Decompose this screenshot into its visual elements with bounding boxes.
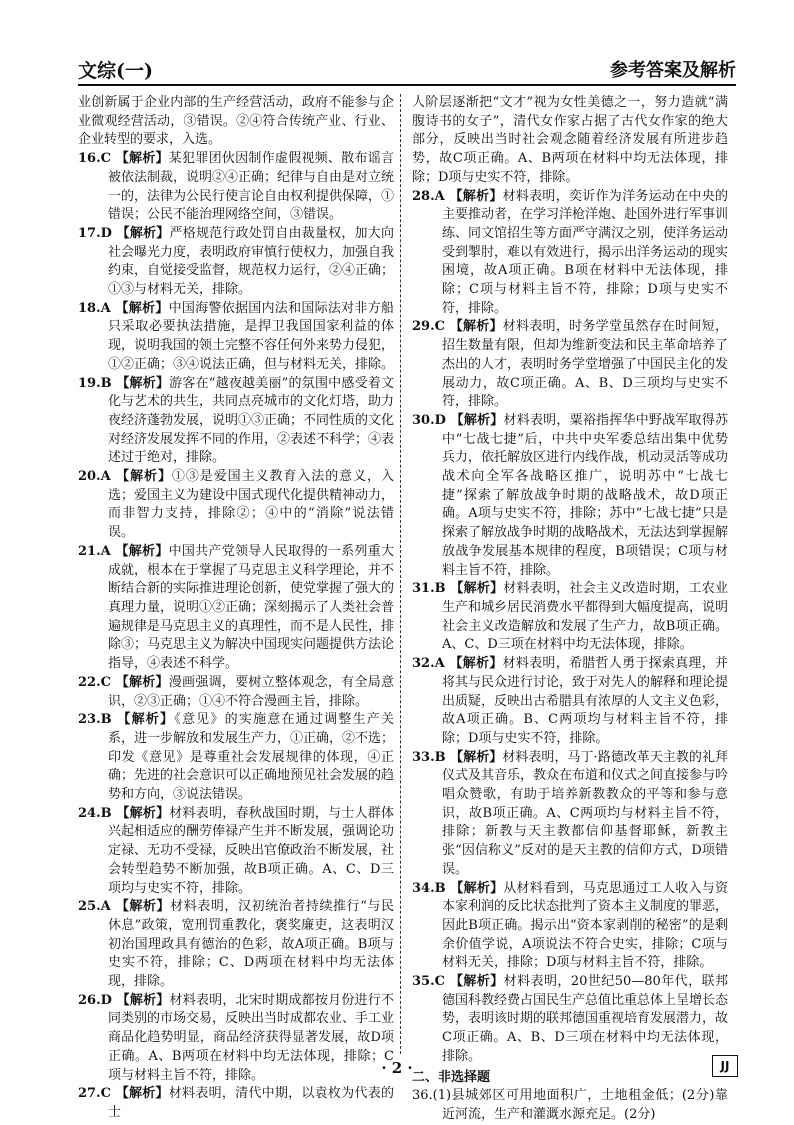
analysis-text: 某犯罪团伙因制作虚假视频、散布谣言被依法制裁，说明②④正确；纪律与自由是对立统一的，法律为公民行使言论自由权利提供保障，①错误；公民不能治理网络空间，③错误。 (108, 151, 395, 223)
analysis-label: 【解析】 (115, 151, 169, 167)
question-number: 18.A (78, 300, 116, 316)
section-title: 二、非选择题 (412, 1069, 491, 1085)
question-number: 34.B (412, 880, 451, 896)
question-number: 17.D (78, 225, 117, 241)
header-subject: 文综(一) (78, 60, 153, 82)
analysis-label: 【解析】 (116, 992, 170, 1008)
analysis-label: 【解析】 (115, 300, 169, 316)
question-number: 23.B (78, 712, 118, 728)
answer-entry (78, 898, 394, 992)
answer-entry (78, 150, 394, 225)
question-number: 19.B (78, 375, 117, 391)
analysis-text: 材料表明，清代中期，以袁枚为代表的士 (108, 1086, 394, 1120)
publisher-badge: JJ (712, 1055, 738, 1077)
analysis-text: 材料表明，春秋战国时期，与士人群体兴起相适应的酬劳俸禄产生并不断发展，强调论功定禄、无功不受禄，反映出官僚政治不断发展，社会转型趋势不断加强，故B项正确。A、C、D三项均与史实不符，排除。 (108, 805, 395, 896)
analysis-text: 材料表明，北宋时期成都按月份进行不同类别的市场交易，反映出当时成都农业、手工业商品化趋势明显，商品经济获得显著发展，故D项正确。A、B两项在材料中均无法体现，排除；C项与材料主旨不符，排除。 (108, 992, 395, 1083)
page-header (78, 50, 736, 86)
analysis-text: 漫画强调，要树立整体观念，有全局意识，②③正确；①④不符合漫画主旨，排除。 (108, 674, 394, 709)
analysis-label: 【解析】 (450, 749, 503, 765)
question-number: 32.A (412, 656, 450, 672)
question-number: 29.C (412, 319, 450, 335)
column-divider (400, 94, 401, 1054)
analysis-label: 【解析】 (449, 188, 503, 204)
analysis-label: 【解析】 (116, 805, 170, 821)
question-number: 20.A (78, 469, 117, 485)
answer-entry (412, 880, 728, 974)
answer-entry (78, 805, 394, 899)
analysis-label: 【解析】 (117, 712, 175, 728)
question-number: 16.C (78, 151, 116, 167)
analysis-label: 【解析】 (116, 225, 170, 241)
analysis-text: 《意见》的实施意在通过调整生产关系，进一步解放和发展生产力，①正确，②不选；印发《意见》是尊重社会发展规律的体现，④正确；先进的社会意识可以正确地预见社会发展的趋势和方向，③说法错误。 (108, 712, 395, 803)
header-title: 参考答案及解析 (610, 60, 736, 81)
analysis-label: 【解析】 (116, 469, 172, 485)
left-entries (78, 150, 394, 1123)
answer-entry (78, 225, 394, 300)
analysis-text: 中国共产党领导人民取得的一系列重大成就，根本在于掌握了马克思主义科学理论，并不断结合新的实际推进理论创新，使党掌握了强大的真理力量，说明①②正确；深刻揭示了人类社会普遍规律是马克思主义的真理性，而不是人民性，排除③；马克思主义为解决中国现实问题提供方法论指导，④表述不科学。 (108, 543, 395, 672)
answer-entry (78, 375, 394, 469)
analysis-text: ①③是爱国主义教育入法的意义，入选；爱国主义为建设中国式现代化提供精神动力，而非智力支持，排除②；④中的“消除”说法错误。 (108, 469, 395, 541)
answer-entry (412, 412, 728, 580)
answer-entry (78, 674, 394, 711)
analysis-text: 严格规范行政处罚自由裁量权，加大向社会曝光力度，表明政府审慎行使权力，加强自我约束，自觉接受监督，规范权力运行，②④正确；①③与材料无关，排除。 (108, 225, 395, 298)
analysis-label: 【解析】 (449, 974, 504, 990)
analysis-text: 材料表明，粟裕指挥华中野战军取得苏中“七战七捷”后，中共中央军委总结出集中优势兵力，依托解放区进行内线作战，机动灵活等成功战术向全军各战略区推广，说明苏中“七战七捷”探索了解放战争时期的战略战术，故D项正确。A项与史实不符，排除；苏中“七战七捷”只是探索了解放战争时期的战略战术，无法达到掌握解放战争发展基本规律的程度，B项错误；C项与材料主旨不符，排除。 (442, 412, 729, 578)
analysis-label: 【解析】 (450, 880, 504, 896)
analysis-text: 中国海警依据国内法和国际法对非方船只采取必要执法措施，是捍卫我国国家利益的体现，说明我国的领土完整不容任何外来势力侵犯，①②正确；③④说法正确，但与材料无关，排除。 (108, 300, 395, 372)
analysis-label: 【解析】 (115, 674, 169, 690)
analysis-label: 【解析】 (449, 319, 503, 335)
right-column (412, 94, 728, 1125)
answer-entry (78, 543, 394, 674)
analysis-text: 材料表明，20世纪50—80年代，联邦德国科教经费占国民生产总值比重总体上呈增长态势，表明该时期的联邦德国重视培育发展潜力，故C项正确。A、B、D三项在材料中均无法体现，排除。 (442, 974, 729, 1064)
question-number: 33.B (412, 749, 451, 765)
question-number: 28.A (412, 188, 450, 204)
answer-entry (78, 1085, 394, 1122)
answer-entry (412, 749, 728, 880)
analysis-label: 【解析】 (115, 1086, 169, 1102)
analysis-text: 材料表明，奕䜣作为洋务运动在中央的主要推动者，在学习洋枪洋炮、赴国外进行军事训练、同文馆招生等方面严守满汉之别，使洋务运动受到掣肘，难以有效进行，揭示出洋务运动的现实困境，故A项正确。B项在材料中无法体现，排除；C项与材料主旨不符，排除；D项与史实不符，排除。 (442, 188, 729, 316)
page-number: · 2 · (381, 1059, 413, 1077)
analysis-label: 【解析】 (115, 899, 171, 915)
answer-entry (412, 580, 728, 655)
analysis-text: 从材料看到，马克思通过工人收入与资本家利润的反比状态批判了资本主义制度的罪恶，因此B项正确。揭示出“资本家剥削的秘密”的是剩余价值学说，A项说法不符合史实，排除；C项与材料无关，排除；D项与材料主旨不符，排除。 (442, 880, 729, 971)
analysis-text: 材料表明，希腊哲人勇于探索真理，并将其与民众进行讨论，致于对先人的解释和理论提出质疑，反映出古希腊具有浓厚的人文主义色彩，故A项正确。B、C两项均与材料主旨不符，排除；D项与史实不符，排除。 (442, 656, 729, 746)
analysis-label: 【解析】 (450, 581, 504, 597)
analysis-label: 【解析】 (449, 656, 503, 672)
analysis-text: 材料表明，汉初统治者持续推行“与民休息”政策，宽刑罚重教化，褒奖廉吏，这表明汉初治国理政具有德治的色彩，故A项正确。B项与史实不符，排除；C、D两项在材料中均无法体现，排除。 (108, 899, 394, 990)
answer-entry (412, 318, 728, 412)
question-number: 31.B (412, 581, 451, 597)
analysis-label: 【解析】 (450, 412, 504, 428)
right-lead-text: 人阶层逐渐把“文才”视为女性美德之一，努力造就“满腹诗书的女子”，清代女作家占据了古代女作家的绝大部分，反映出当时社会观念随着经济发展有所进步趋势，故C项正确。A、B两项在材料中均无法体现，排除；D项与史实不符，排除。 (412, 95, 728, 185)
analysis-text: 材料表明，时务学堂虽然存在时间短，招生数量有限，但却为维新变法和民主革命培养了杰出的人才，表明时务学堂增强了中国民主化的发展动力，故C项正确。A、B、D三项均与史实不符，排除。 (442, 319, 729, 410)
answer-entry (78, 711, 394, 805)
question-number: 35.C (412, 974, 450, 990)
question-number: 24.B (78, 805, 117, 821)
answer-entry (78, 468, 394, 543)
question-36-answer: 36.(1)县城郊区可用地面积广，土地租金低；(2分)靠近河流，生产和灌溉水源充足。(2分) (412, 1088, 728, 1122)
right-entries (412, 188, 728, 1067)
analysis-text: 游客在“越夜越美丽”的氛围中感受着文化与艺术的共生，共同点亮城市的文化灯塔，助力夜经济蓬勃发展，说明①③正确；不同性质的文化对经济发展发挥不同的作用，②表述不科学；④表述过于绝对，排除。 (108, 375, 395, 466)
analysis-text: 材料表明，社会主义改造时期，工农业生产和城乡居民消费水平都得到大幅度提高，说明社会主义改造解放和发展了生产力，故B项正确。A、C、D三项在材料中均无法体现，排除。 (442, 581, 729, 653)
left-column (78, 94, 394, 1123)
question-number: 27.C (78, 1086, 116, 1102)
analysis-text: 材料表明，马丁·路德改革天主教的礼拜仪式及其音乐，教众在布道和仪式之间直接参与吟唱众赞歌，有助于培养新教教众的平等和参与意识，故B项正确。A、C两项均与材料主旨不符，排除；新教与天主教都信仰基督耶稣，新教主张“因信称义”反对的是天主教的信仰方式，D项错误。 (442, 749, 729, 877)
analysis-label: 【解析】 (115, 543, 169, 559)
analysis-label: 【解析】 (116, 375, 170, 391)
answer-entry (412, 655, 728, 749)
answer-entry (412, 188, 728, 319)
question-number: 26.D (78, 992, 117, 1008)
question-number: 30.D (412, 412, 451, 428)
question-number: 25.A (78, 899, 116, 915)
answer-entry (78, 300, 394, 375)
answer-entry (412, 973, 728, 1067)
question-number: 21.A (78, 543, 116, 559)
question-number: 22.C (78, 674, 116, 690)
left-lead-text: 业创新属于企业内部的生产经营活动，政府不能参与企业微观经营活动，③错误。②④符合传统产业、行业、企业转型的要求，入选。 (78, 95, 394, 148)
